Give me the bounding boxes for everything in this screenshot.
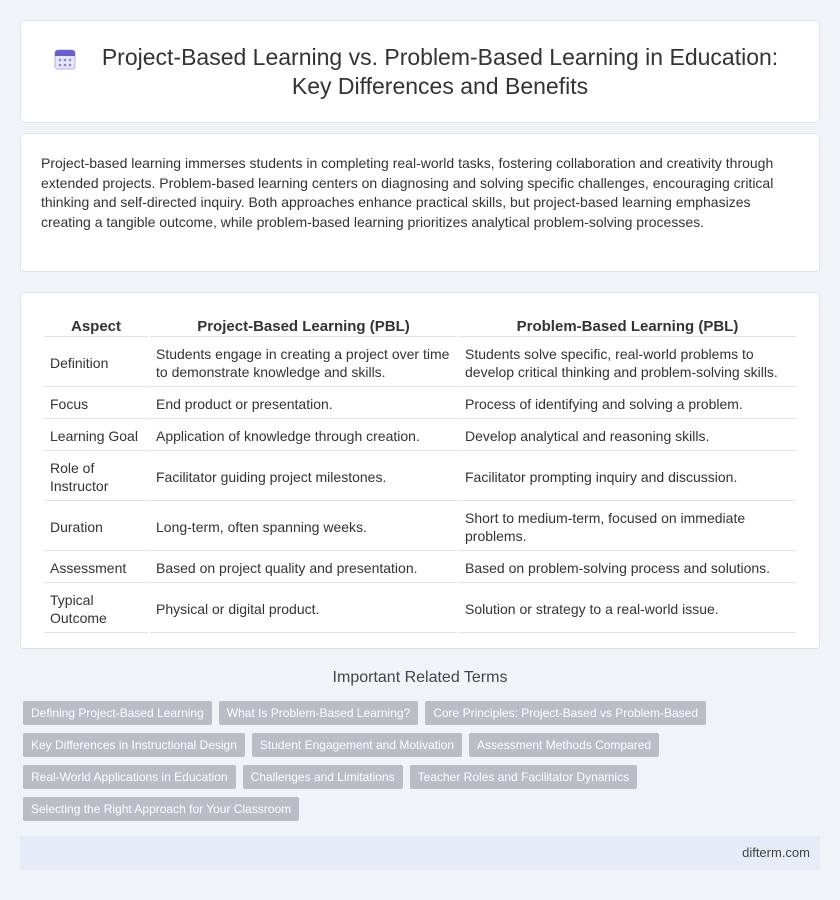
table-row bbox=[44, 389, 796, 419]
related-term-tag[interactable]: Challenges and Limitations bbox=[243, 765, 403, 789]
footer bbox=[20, 836, 820, 870]
aspect-cell: Learning Goal bbox=[44, 421, 148, 451]
related-terms-list bbox=[23, 701, 813, 829]
related-term-tag[interactable]: Assessment Methods Compared bbox=[469, 733, 659, 757]
intro-card bbox=[20, 133, 820, 272]
related-term-tag[interactable]: Core Principles: Project-Based vs Problem-Based bbox=[425, 701, 706, 725]
column-header-project-based: Project-Based Learning (PBL) bbox=[150, 317, 457, 337]
calendar-icon bbox=[53, 47, 77, 71]
project-based-cell: Facilitator guiding project milestones. bbox=[150, 453, 457, 501]
problem-based-cell: Process of identifying and solving a problem. bbox=[459, 389, 796, 419]
project-based-cell: Application of knowledge through creation. bbox=[150, 421, 457, 451]
intro-paragraph: Project-based learning immerses students in completing real-world tasks, fostering collaboration and creativity through extended projects. Problem-based learning centers on diagnosing and solving specific challenges, encouraging critical thinking and self-directed inquiry. Both approaches enhance practical skills, but project-based learning emphasizes creating a tangible outcome, while problem-based learning prioritizes analytical problem-solving processes. bbox=[41, 155, 774, 230]
problem-based-cell: Develop analytical and reasoning skills. bbox=[459, 421, 796, 451]
related-term-tag[interactable]: Defining Project-Based Learning bbox=[23, 701, 212, 725]
comparison-table bbox=[42, 315, 798, 635]
aspect-cell: Role of Instructor bbox=[44, 453, 148, 501]
page-title: Project-Based Learning vs. Problem-Based Learning in Education: Key Differences and Benefits bbox=[101, 44, 779, 99]
footer-site-link[interactable]: difterm.com bbox=[742, 845, 810, 860]
comparison-card bbox=[20, 292, 820, 649]
aspect-cell: Focus bbox=[44, 389, 148, 419]
related-term-tag[interactable]: Teacher Roles and Facilitator Dynamics bbox=[410, 765, 637, 789]
related-terms-heading: Important Related Terms bbox=[332, 669, 508, 686]
problem-based-cell: Short to medium-term, focused on immediate problems. bbox=[459, 503, 796, 551]
table-row bbox=[44, 553, 796, 583]
header-card bbox=[20, 20, 820, 123]
related-term-tag[interactable]: Real-World Applications in Education bbox=[23, 765, 236, 789]
project-based-cell: Physical or digital product. bbox=[150, 585, 457, 633]
project-based-cell: End product or presentation. bbox=[150, 389, 457, 419]
table-row bbox=[44, 421, 796, 451]
project-based-cell: Students engage in creating a project over time to demonstrate knowledge and skills. bbox=[150, 339, 457, 387]
problem-based-cell: Facilitator prompting inquiry and discussion. bbox=[459, 453, 796, 501]
column-header-aspect: Aspect bbox=[44, 317, 148, 337]
table-row bbox=[44, 453, 796, 501]
project-based-cell: Long-term, often spanning weeks. bbox=[150, 503, 457, 551]
aspect-cell: Typical Outcome bbox=[44, 585, 148, 633]
related-term-tag[interactable]: Key Differences in Instructional Design bbox=[23, 733, 245, 757]
table-row bbox=[44, 585, 796, 633]
related-term-tag[interactable]: Selecting the Right Approach for Your Classroom bbox=[23, 797, 299, 821]
problem-based-cell: Solution or strategy to a real-world issue. bbox=[459, 585, 796, 633]
aspect-cell: Assessment bbox=[44, 553, 148, 583]
aspect-cell: Definition bbox=[44, 339, 148, 387]
related-term-tag[interactable]: Student Engagement and Motivation bbox=[252, 733, 462, 757]
problem-based-cell: Based on problem-solving process and solutions. bbox=[459, 553, 796, 583]
column-header-problem-based: Problem-Based Learning (PBL) bbox=[459, 317, 796, 337]
aspect-cell: Duration bbox=[44, 503, 148, 551]
table-row bbox=[44, 503, 796, 551]
table-row bbox=[44, 339, 796, 387]
problem-based-cell: Students solve specific, real-world problems to develop critical thinking and problem-solving skills. bbox=[459, 339, 796, 387]
project-based-cell: Based on project quality and presentation. bbox=[150, 553, 457, 583]
related-term-tag[interactable]: What Is Problem-Based Learning? bbox=[219, 701, 418, 725]
table-header-row bbox=[44, 317, 796, 337]
